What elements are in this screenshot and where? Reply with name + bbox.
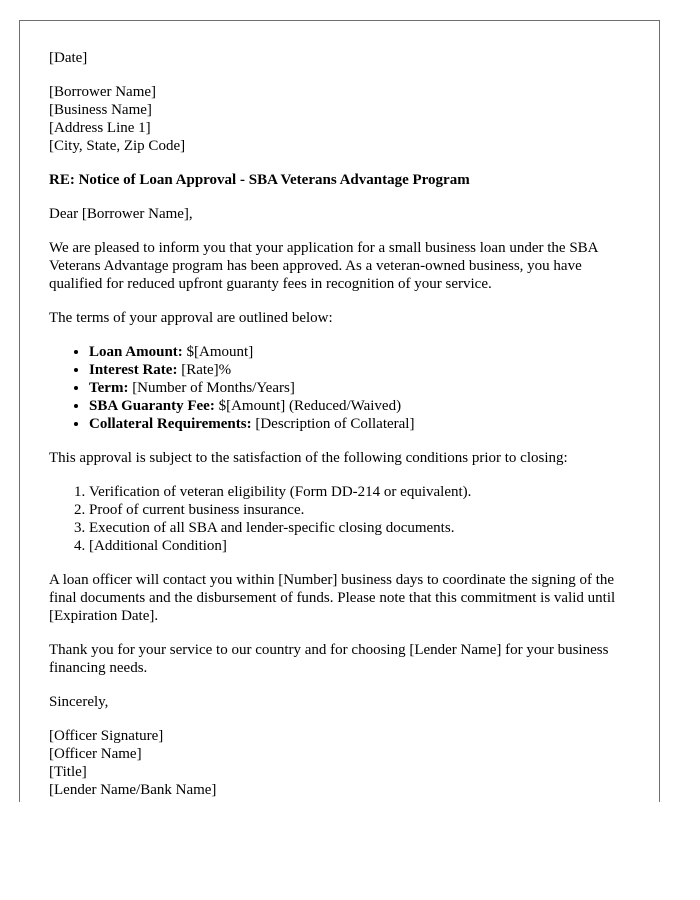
term-value: [Description of Collateral] <box>251 416 415 432</box>
term-label: Collateral Requirements: <box>89 416 252 432</box>
letter-body <box>49 49 624 799</box>
term-label: SBA Guaranty Fee: <box>89 398 215 414</box>
recipient-address <box>49 83 624 155</box>
conditions-item: 3. Execution of all SBA and lender-specific closing documents. <box>89 519 624 537</box>
lender-name: [Lender Name/Bank Name] <box>49 782 217 798</box>
officer-signature: [Officer Signature] <box>49 728 164 744</box>
term-label: Term: <box>89 380 129 396</box>
salutation: Dear [Borrower Name], <box>49 206 193 222</box>
signature-block <box>49 727 624 799</box>
term-value: $[Amount] <box>182 344 254 360</box>
terms-list <box>49 343 624 433</box>
term-label: Loan Amount: <box>89 344 183 360</box>
thanks-paragraph: Thank you for your service to our country and for choosing [Lender Name] for your business financing needs. <box>49 642 609 676</box>
conditions-item: 2. Proof of current business insurance. <box>89 501 624 519</box>
contact-paragraph: A loan officer will contact you within [Number] business days to coordinate the signing of the final documents and the disbursement of funds. Please note that this commitment is valid until [Expiration Date]. <box>49 572 616 624</box>
terms-intro: The terms of your approval are outlined below: <box>49 310 333 326</box>
letter-page <box>19 20 660 802</box>
conditions-intro: This approval is subject to the satisfaction of the following conditions prior to closing: <box>49 450 568 466</box>
recipient-city-state-zip: [City, State, Zip Code] <box>49 138 186 154</box>
term-label: Interest Rate: <box>89 362 178 378</box>
officer-name: [Officer Name] <box>49 746 142 762</box>
term-value: [Rate]% <box>177 362 232 378</box>
term-value: [Number of Months/Years] <box>128 380 295 396</box>
terms-item-loan-amount <box>89 343 624 361</box>
recipient-business-name: [Business Name] <box>49 102 152 118</box>
closing: Sincerely, <box>49 694 109 710</box>
conditions-item: 4. [Additional Condition] <box>89 537 624 555</box>
recipient-address-line1: [Address Line 1] <box>49 120 151 136</box>
conditions-item: 1. Verification of veteran eligibility (Form DD-214 or equivalent). <box>89 483 624 501</box>
terms-item-interest-rate <box>89 361 624 379</box>
officer-title: [Title] <box>49 764 87 780</box>
intro-paragraph: We are pleased to inform you that your application for a small business loan under the SBA Veterans Advantage program has been approved. As a veteran-owned business, you have qualified for reduced upfront guaranty fees in recognition of your service. <box>49 240 598 292</box>
recipient-borrower-name: [Borrower Name] <box>49 84 157 100</box>
term-value: $[Amount] (Reduced/Waived) <box>214 398 402 414</box>
terms-item-term <box>89 379 624 397</box>
letter-date: [Date] <box>49 50 88 66</box>
subject-line: RE: Notice of Loan Approval - SBA Veterans Advantage Program <box>49 172 470 188</box>
terms-item-collateral <box>89 415 624 433</box>
conditions-list <box>49 483 624 555</box>
terms-item-guaranty-fee <box>89 397 624 415</box>
